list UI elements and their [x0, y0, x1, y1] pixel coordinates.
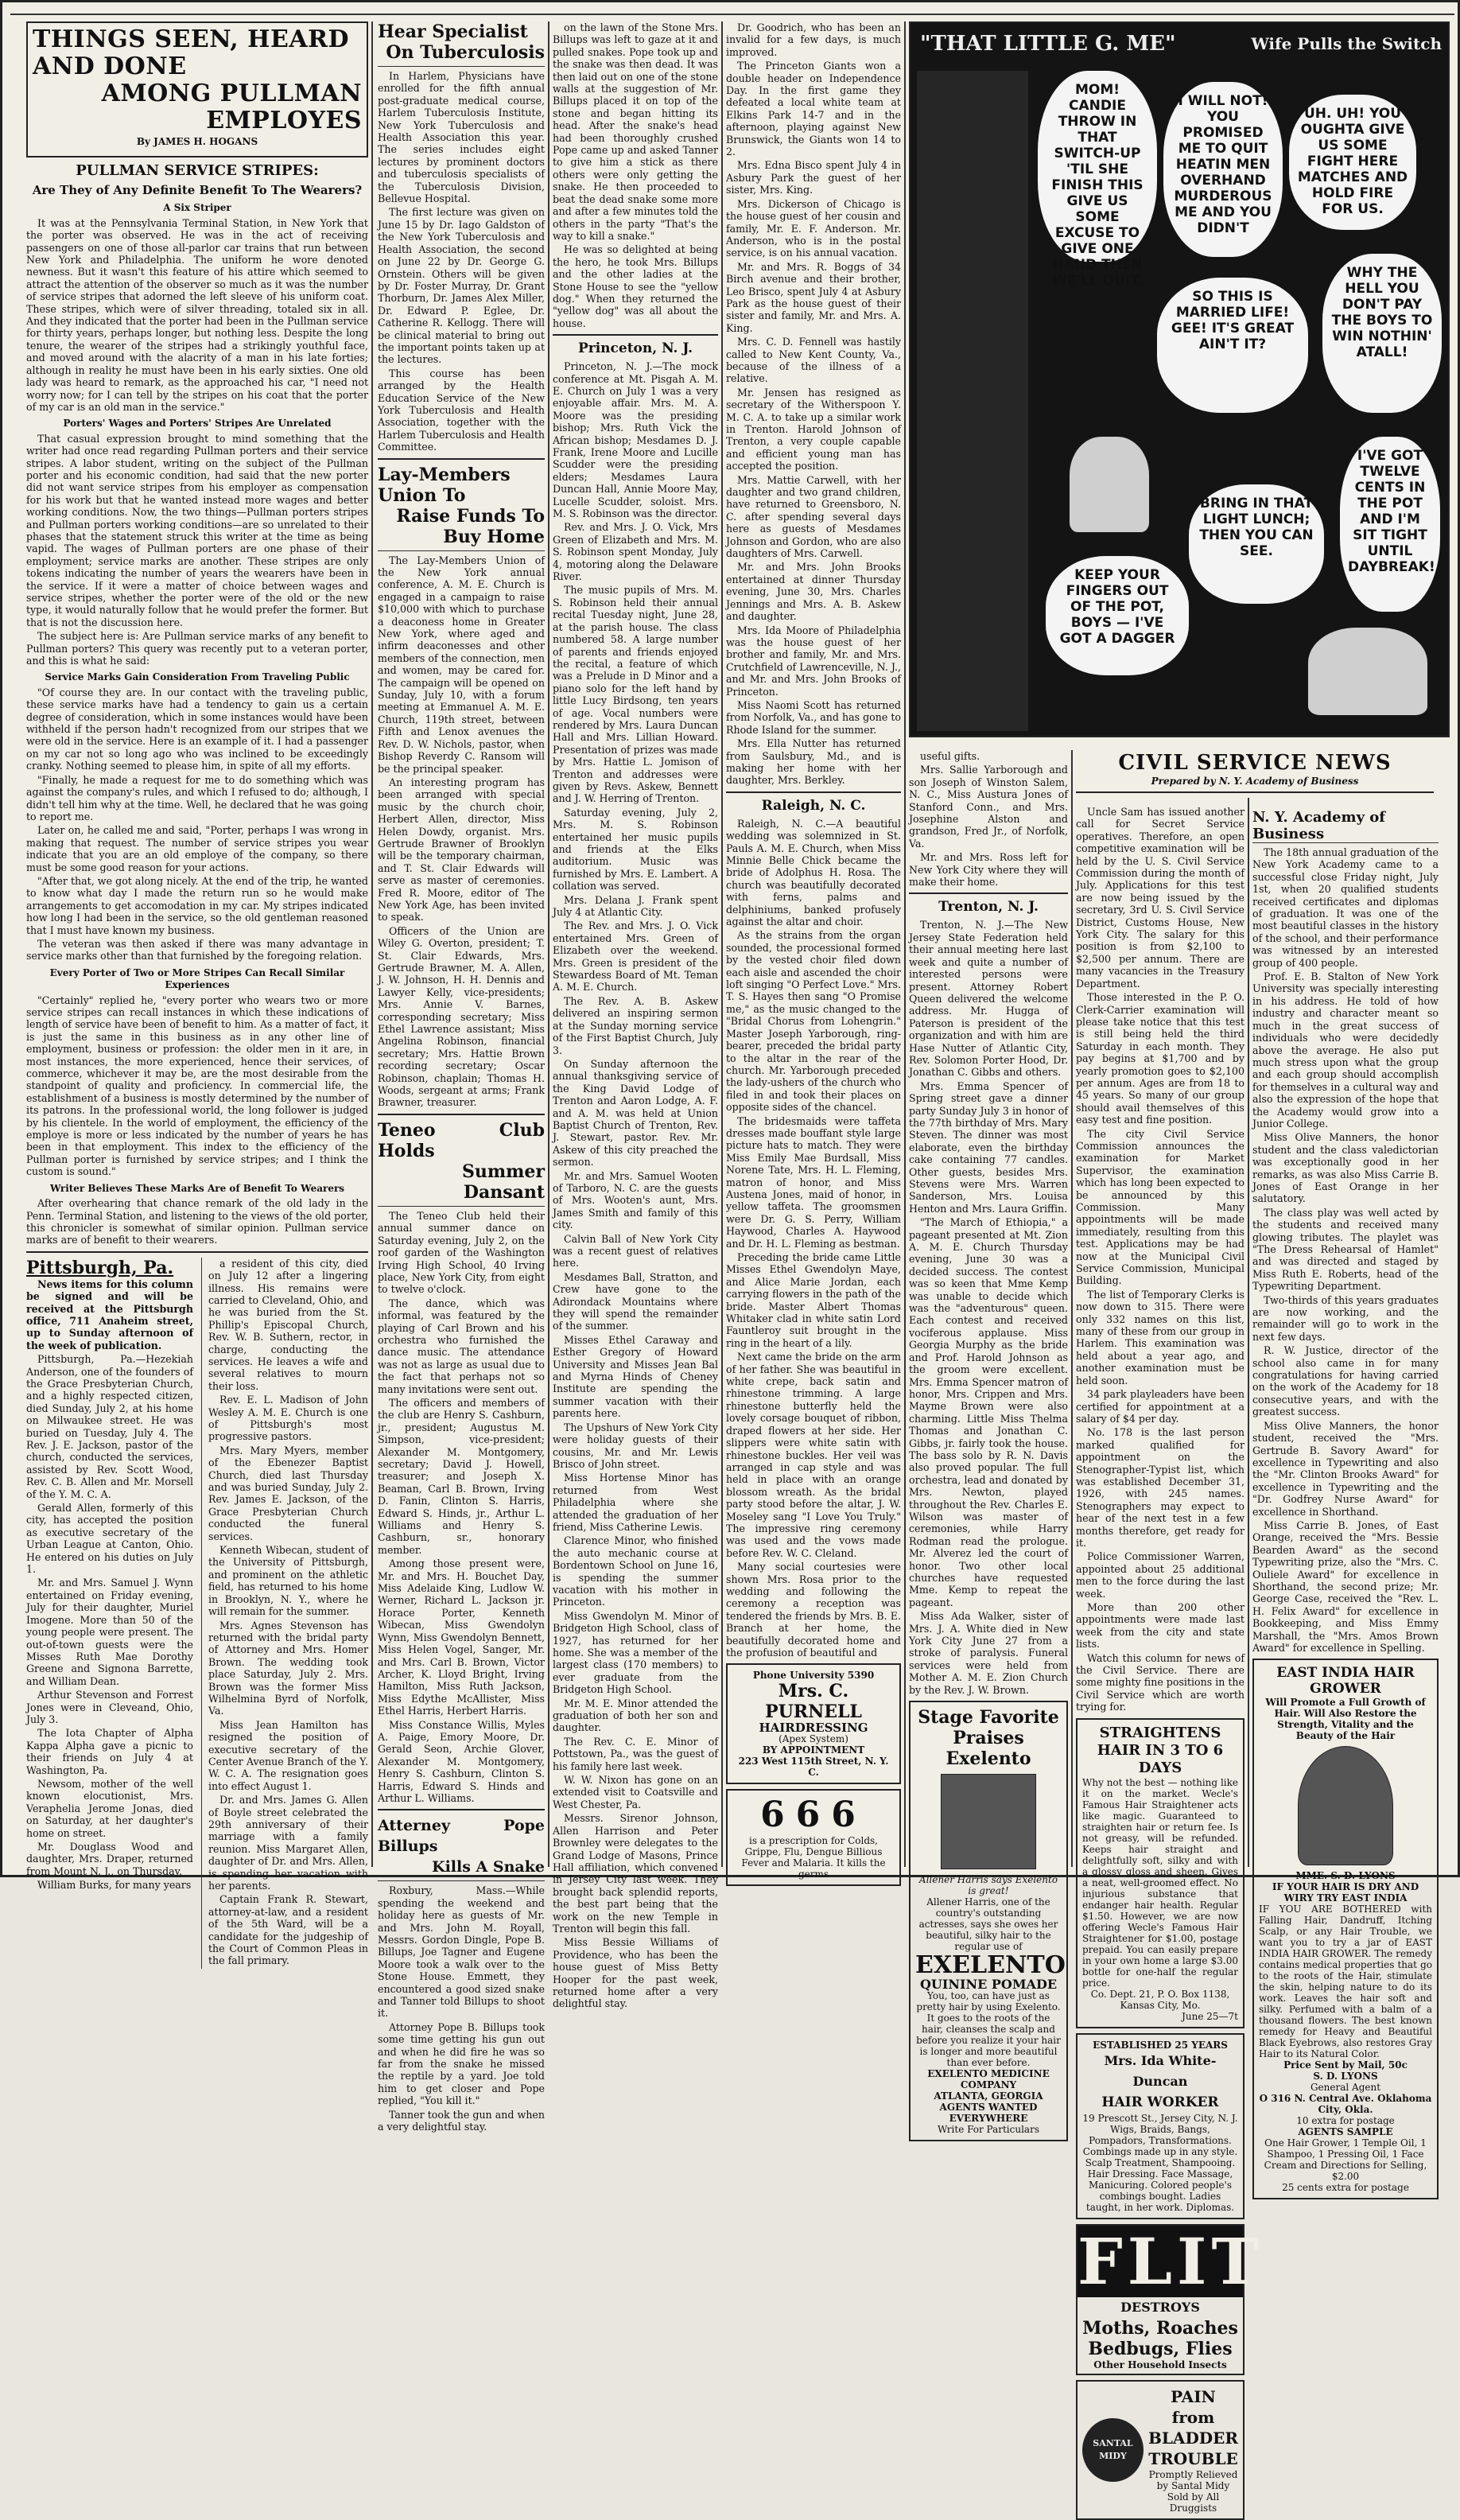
divider — [378, 1206, 545, 1207]
ad-666-text: is a prescription for Colds, Grippe, Flu, Dengue Billious Fever and Malaria. It kills the germs — [741, 1835, 886, 1880]
pittsburgh-section — [26, 1258, 368, 1969]
column-rule — [1248, 798, 1249, 1867]
divider — [1076, 791, 1434, 793]
section-title: Raleigh, N. C. — [761, 797, 866, 814]
paragraph: The Rev. A. B. Askew delivered an inspiring sermon at the Sunday morning service of the First Baptist Church, July 3. — [553, 994, 718, 1056]
article-headline: Hear Specialist — [378, 21, 528, 42]
divider — [378, 458, 545, 460]
paragraph: Mrs. Dickerson of Chicago is the house guest of her cousin and family, Mr. E. F. Anderson. Mr. Anderson, who is in the postal service, is on his annual vacation. — [726, 197, 901, 259]
paragraph: It was at the Pennsylvania Terminal Station, in New York that the porter was observed. He was in the act of receiving passengers on one of those all-parlor car trains that run between New York and Philadelphia. The uniform he wore denoted newness. But it wasn't this feature of his attire which seemed to attract the attention of the observer so much as it was the number of service stripes that adorned the left sleeve of his uniform coat. These stripes, which were of silver threading, totaled six in all. And they indicated that the porter had been in the Pullman service for thirty years, perhaps longer, but nothing less. Despite the long tenure, the wearer of the stripes had a strikingly youthful face, and moved around with the alacrity of a man in his late forties; although in reality he must have been in his early sixties. One old lady was heard to remark, as the approached his car, "I need not worry now; for I can tell by the stripes on his coat that the porter of my car is an old man in the service." — [26, 216, 368, 413]
divider — [378, 66, 545, 67]
paragraph: Mrs. Mary Myers, member of the Ebenezer Baptist Church, died last Thursday and was buried Sunday, July 2. Rev. James E. Jackson, of the Grace Presbyterian Church conducted the funeral services. — [208, 1444, 368, 1542]
santal-seal-icon: SANTAL MIDY — [1082, 2418, 1144, 2482]
article-headline: Atterney Pope Billups — [378, 1817, 545, 1856]
ad-trade: HAIR WORKER — [1101, 2094, 1219, 2110]
paragraph: "After that, we got along nicely. At the end of the trip, he wanted to know what day I made the return run so he would make arrangements to get accomodation in my car. My stripes indicated how long I had been in the service, so the old gentleman reasoned that I must have known my business. — [26, 874, 368, 936]
ad-write: Write For Particulars — [938, 2124, 1039, 2136]
section-title: Princeton, N. J. — [577, 340, 693, 357]
hair-straightener-ad — [1076, 1718, 1244, 2028]
ad-agents: AGENTS SAMPLE — [1298, 2126, 1393, 2138]
ad-brand: EXELENTO — [915, 1951, 1066, 1980]
divider — [553, 334, 718, 336]
paragraph: The bridesmaids were taffeta dresses made bouffant style large picture hats to match. They were Miss Emily Mae Burdsall, Miss Norene Tate, Mrs. H. L. Fleming, matron of honor, and Miss Austena Jones, maid of honor, in yellow taffeta. The groomsmen were Dr. G. S. Perry, William Haywood, Charles A. Haywood and Dr. H. L. Fleming as bestman. — [726, 1114, 901, 1250]
paragraph: Rev. and Mrs. J. O. Vick, Mrs Green of Elizabeth and Mrs. M. S. Robinson spent Monday, July 4, motoring along the Delaware River. — [553, 521, 718, 583]
headline-line-2: AMONG PULLMAN EMPLOYES — [101, 80, 362, 134]
paragraph: After overhearing that chance remark of the old lady in the Penn. Terminal Station, and listening to the views of the old porter, this chronicler is somewhat of similar opinion. Pullman service marks are of benefit to their wearers. — [26, 1197, 368, 1246]
paragraph: Dr. Goodrich, who has been an invalid for a few days, is much improved. — [726, 21, 901, 58]
paragraph: Calvin Ball of New York City was a recent guest of relatives here. — [553, 1232, 718, 1270]
article-headline: Kills A Snake — [432, 1858, 545, 1876]
ad-body: Why not the best — nothing like it on the market. Wecle's Famous Hair Straightener acts like magic. Guaranteed to straighten hair or return fee. Is not greasy, will be refunded. Keeps hair straight and delightfully soft, silky and with a glossy gloss and sheen. Gives a neat, well-groomed effect. No injurious substance that endanger hair health. Regular $1.50. However, we are now offering Wecle's Famous Hair Straightener for $1.00, postage prepaid. You can easily prepare in your own home a large $3.00 bottle for one-half the regular price. — [1082, 1776, 1238, 1989]
paragraph: Mrs. C. D. Fennell was hastily called to New Kent County, Va., because of the illness of a relative. — [726, 336, 901, 385]
divider — [378, 1114, 545, 1115]
paragraph: The veteran was then asked if there was many advantage in service marks other than that furnished by the foregoing relation. — [26, 937, 368, 962]
divider — [378, 1809, 545, 1810]
paragraph: Newsom, mother of the well known elocutionist, Mrs. Veraphelia Jerome Jonas, died on Saturday, at her daughter's home on street. — [26, 1777, 193, 1839]
paragraph: Many social courtesies were shown Mrs. Rosa prior to the wedding and following the ceremony a reception was tendered the friends by Mrs. B. E. Branch at her home, the beautifully decorated home and the profusion of beautiful and — [726, 1561, 901, 1659]
comic-title-bar — [920, 29, 1442, 61]
paragraph: The subject here is: Are Pullman service marks of any benefit to Pullman porters? This query was recently put to a veteran porter, and this is what he said: — [26, 630, 368, 667]
headline-box — [26, 21, 368, 158]
paragraph: Miss Gwendolyn M. Minor of Bridgeton High School, class of 1927, has returned for her home. She was a member of the largest class (170 members) to ever graduate from the Bridgeton High School. — [553, 1609, 718, 1696]
paragraph: Mr. and Mrs. Samuel Wooten of Tarboro, N. C. are the guests of Mrs. Wooten's aunt, Mrs. James Smith and family of this city. — [553, 1169, 718, 1231]
subhead: Are They of Any Definite Benefit To The Wearers? — [32, 183, 363, 198]
section-heading: A Six Striper — [163, 202, 231, 214]
ad-name: Mrs. C. PURNELL — [765, 1681, 862, 1723]
paragraph: Mr. Douglass Wood and daughter, Mrs. Draper, returned from Mount N. J., on Thursday. — [26, 1841, 193, 1877]
ad-address: Co. Dept. 21, P. O. Box 1138, Kansas City, Mo. — [1090, 1988, 1230, 2011]
paragraph: Two-thirds of this years graduates are now working, and the remainder will go to work in the next few days. — [1252, 1293, 1439, 1343]
paragraph: Next came the bride on the arm of her father. She was beautiful in white crepe, back satin and rhinestone trimming. A large rhinestone butterfly held the lovely corsage bouquet of ribbon, draped flowers at her side. Her slippers were white satin with rhinestone buckles. Her veil was arranged in cap style and was held in place with an orange blossom wreath. As the bridal party stood before the altar, J. W. Moseley sang "I Love You Truly." The impressive ring ceremony was used and the vows made before Rev. W. C. Cleland. — [726, 1351, 901, 1559]
paragraph: The Upshurs of New York City were holiday guests of their cousins, Mr. and Mr. Lewis Brisco of John street. — [553, 1421, 718, 1470]
paragraph: Later on, he called me and said, "Porter, perhaps I was wrong in making that request. The number of service stripes you wear indicate that you are an old employe of the company, so there must be some good reason for your actions. — [26, 824, 368, 873]
paragraph: Kenneth Wibecan, student of the University of Pittsburgh, and prominent on the athletic field, has returned to his home in Brooklyn, N. Y., where he will remain for the summer. — [208, 1544, 368, 1618]
paragraph: Mrs. Ella Nutter has returned from Saulsbury, Md., and is making her home with her daughter, Mrs. Berkley. — [726, 737, 901, 787]
paragraph: "Of course they are. In our contact with the traveling public, these service marks have had a tendency to gain us a certain degree of consideration, which in some instances would have been withheld if the person hadn't recognized from our stripes that we were old in the service. Here is an example of it. I had a passenger on my car not so long ago who was inclined to be exceedingly cranky. Nothing seemed to please him, in spite of all my efforts. — [26, 686, 368, 772]
paragraph: Mr. Jensen has resigned as secretary of the Witherspoon Y. M. C. A. to take up a similar work in Trenton. Harold Johnson of Trenton, a very couple capable and efficient young man has accepted the position. — [726, 386, 901, 472]
paragraph: Mr. and Mrs. R. Boggs of 34 Birch avenue and their brother, Leo Brisco, spent July 4 at Asbury Park as the house guest of their sister and family, Mr. and Mrs. A. King. — [726, 260, 901, 334]
article-headline: Teneo Club Holds — [378, 1119, 545, 1161]
ad-sub: Will Promote a Full Growth of Hair. Will Also Restore the Strength, Vitality and the Beauty of the Hair — [1265, 1697, 1426, 1742]
ad-system: (Apex System) — [779, 1733, 848, 1745]
cartoon-figure — [1308, 628, 1427, 715]
paragraph: Watch this column for news of the Civil Service. There are some mighty fine positions in the Civil Service which are worth trying for. — [1076, 1651, 1244, 1713]
ad-line: Other Household Insects — [1093, 2359, 1227, 2370]
paragraph: The city Civil Service Commission announces the examination for Market Supervisor, the examination which has long been expected to be announced by this Commission. Many appointments will be made immediately, resulting from this test. Applications may be had now at the Municipal Civil Service Commission, Municipal Building. — [1076, 1127, 1244, 1287]
paragraph: Mrs. Delana J. Frank spent July 4 at Atlantic City. — [553, 893, 718, 919]
section-heading: Service Marks Gain Consideration From Traveling Public — [45, 671, 350, 683]
paragraph: Mr. and Mrs. Ross left for New York City where they will make their home. — [909, 851, 1068, 889]
column-rule — [721, 21, 723, 1867]
paragraph: Pittsburgh, Pa.—Hezekiah Anderson, one of the founders of the Grace Presbyterian Church, and a highly respected citizen, died Sunday, July 2, at his home on Milwaukee street. He was buried on Tuesday, July 4. The Rev. J. E. Jackson, pastor of the church, conducted the services, assisted by Rev. Scott Wood, Rev. C. B. Allen and Mr. Morsell of the Y. M. C. A. — [26, 1353, 193, 1500]
paragraph: a resident of this city, died on July 12 after a lingering illness. His remains were carried to Cleveland, Ohio, and he was buried from the St. Phillip's Episcopal Church, Rev. W. B. Suthern, rector, in charge, conducting the services. He leaves a wife and several relatives to mourn their loss. — [208, 1257, 368, 1392]
paragraph: No. 178 is the last person marked qualified for appointment on the Stenographer-Typist list, which was established December 31, 1926, with 245 names. Stenographers may expect to hear of the next test in a few months therefore, get ready for it. — [1076, 1426, 1244, 1549]
cartoon-figure — [1070, 437, 1149, 532]
speech-bubble: I WILL NOT! YOU PROMISED ME TO QUIT HEATIN MEN OVERHAND MURDEROUS ME AND YOU DIDN'T — [1163, 82, 1283, 257]
ad-body: 19 Prescott St., Jersey City, N. J. Wigs, Braids, Bangs, Pompadors, Transformations. Combings made up in any style. Scalp Treatment, Shampooing. Hair Dressing. Face Massage, Manicuring. Colored people's combings bought. Ladies taught, in her work. Diplomas. — [1082, 2112, 1238, 2213]
ad-headline: EAST INDIA HAIR GROWER — [1276, 1665, 1415, 1698]
ad-headline: Praises Exelento — [946, 1728, 1031, 1770]
column-rule — [548, 21, 549, 1867]
comic-strip — [909, 21, 1450, 737]
comic-subtitle: Wife Pulls the Switch — [1251, 34, 1442, 53]
paragraph: Officers of the Union are Wiley G. Overton, president; T. St. Clair Edwards, Mrs. Gertrude Brawner, M. A. Allen, J. W. Johnson, H. H. Dennis and Lawyer Kelly, vice-presidents; Mrs. Annie V. Barnes, corresponding secretary; Miss Ethel Lawrence assistant; Miss Angelina Robinson, financial secretary; Mrs. Hattie Brown recording secretary; Oscar Robinson, chaplain; Thomas H. Woods, sergeant at arms; Frank Brawner, treasurer. — [378, 924, 545, 1109]
paragraph: Raleigh, N. C.—A beautiful wedding was solemnized in St. Pauls A. M. E. Church, when Miss Minnie Belle Chick became the bride of Adolphus H. Rosa. The church was beautifully decorated with ferns, palms and delphiniums, banked profusely against the altar and choir. — [726, 817, 901, 928]
byline: By JAMES H. HOGANS — [136, 136, 258, 147]
paragraph: William Burks, for many years — [37, 1879, 192, 1892]
paragraph: R. W. Justice, director of the school also came in for many congratulations for having carried on the work of the Academy for 18 consecutive years, and with the greatest success. — [1252, 1344, 1439, 1418]
ad-line: Sold by All Druggists — [1167, 2491, 1220, 2514]
paragraph: The dance, which was informal, was featured by the playing of Carl Brown and his orchestra who furnished the dance music. The attendance was not as large as usual due to the fact that perhaps not so many invitations were sent out. — [378, 1297, 545, 1395]
paragraph: "The March of Ethiopia," a pageant presented at Mt. Zion A. M. E. Church Thursday evening, June 30 was a decided success. The contest was so keen that Mme Kemp was unable to decide which was the "adventurous" queen. Each contest and received vociferous applause. Miss Georgia Murphy as the bride and Prof. Harold Johnson as the groom were excellent. Mrs. Emma Spencer matron of honor, Mrs. Crippen and Mrs. Mayme Brown were also charming. Little Miss Thelma Thomas and Jonathan C. Gibbs, jr. fairly took the house. The bass solo by R. N. Davis also proved popular. The full orchestra, lead and donated by Mrs. Newton, played throughout the Rev. Charles E. Wilson was master of ceremonies, while Harry Rodman read the prologue. Mr. Alverez led the court of honor. Two other local churches have requested Mme. Kemp to repeat the pageant. — [909, 1216, 1068, 1608]
paragraph: Miss Olive Manners, the honor student, received the "Mrs. Gertrude B. Savory Award" for excellence in Typewriting and also the "Mr. Clinton Brooks Award" for excellence in Typewriting and the "Dr. Godfrey Nurse Award" for excellence in Shorthand. — [1252, 1419, 1439, 1518]
paragraph: Roxbury, Mass.—While spending the weekend and holiday here as guests of Mr. and Mrs. John M. Royall, Messrs. Gordon Dingle, Pope B. Billups, Joe Tagner and Eugene Moore took a walk over to the Stone House. Emmett, they encountered a good sized snake and Tanner told Billups to shoot it. — [378, 1884, 545, 2020]
paragraph: The class play was well acted by the students and received many glowing tributes. The playlet was "The Dress Rehearsal of Hamlet" and was directed and staged by Miss Ruth E. Roberts, head of the Typewriting Department. — [1252, 1206, 1439, 1293]
ad-phone: Phone University 5390 — [752, 1670, 875, 1682]
divider — [909, 892, 1068, 894]
comic-panels — [1038, 71, 1443, 731]
speech-bubble: UH. UH! YOU OUGHTA GIVE US SOME FIGHT HERE MATCHES AND HOLD FIRE FOR US. — [1289, 95, 1416, 230]
speech-bubble: KEEP YOUR FINGERS OUT OF THE POT, BOYS — I'VE GOT A DAGGER — [1046, 556, 1189, 675]
paragraph: on the lawn of the Stone Mrs. Billups was left to gaze at it and pulled snakes. Pope took up and the snake was then dead. It was then laid out on one of the stone walls at the suggestion of Mr. Billups placed it on top of the stone and began hitting its head. After the snake's head had been thoroughly crushed Pope came up and asked Tanner to give him a stick as there others were only getting the snake. He then proceeded to beat the dead snake some more and after a few minutes told the others in the party "That's the way to kill a snake." — [553, 21, 718, 242]
column-3 — [553, 21, 718, 2010]
ad-postage: 10 extra for postage — [1296, 2115, 1395, 2127]
paragraph: Mrs. Mattie Carwell, with her daughter and two grand children, have returned to Greensboro, N. C. after spending several days here as guests of Mesdames Johnson and Gordon, who are also daughters of Mrs. Carwell. — [726, 473, 901, 560]
ad-title: General Agent — [1310, 2082, 1381, 2094]
paragraph: Miss Carrie B. Jones, of East Orange, received the "Mrs. Bessie Bearden Award" as the second Typewriting prize, also the "Mrs. C. Ouliele Award" for excellence in Shorthand, the second prize; Mr. George Case, received the "Rev. L. H. Felix Award" for excellence in Bookkeeping, and Miss Emmy Marshall, the "Mrs. Amos Brown Award" for excellence in Spelling. — [1252, 1519, 1439, 1654]
ad-line: BLADDER — [1147, 2428, 1238, 2448]
paragraph: The Iota Chapter of Alpha Kappa Alpha gave a picnic to their friends on July 4 at Washington, Pa. — [26, 1727, 193, 1776]
section-title: Trenton, N. J. — [938, 899, 1039, 916]
paragraph: Princeton, N. J.—The mock conference at Mt. Pisgah A. M. E. Church on July 1 was a very enjoyable affair. Mrs. M. A. Moore was the presiding bishop; Mrs. Ruth Vick the African bishop; Mesdames D. J. Frank, Irene Moore and Lucille Scudder were the presiding elders; Mesdames Laura Duncan Hall, Annie Moore May, Lucelle Scudder, soloist. Mrs. M. S. Robinson was the director. — [553, 360, 718, 520]
column-4 — [726, 21, 901, 1880]
ad-line: Promptly Relieved by Santal Midy — [1148, 2468, 1238, 2491]
paragraph: The 18th annual graduation of the New York Academy came to a successful close Friday night, July 1st, when 20 qualified students received certificates and diplomas of graduation. It was one of the most beautiful classes in the history of the school, and their performance was witnessed by an interested group of 400 people. — [1252, 846, 1439, 969]
column-2 — [378, 21, 545, 2133]
civil-service-title: CIVIL SERVICE NEWS — [1118, 751, 1392, 775]
paragraph: Trenton, N. J.—The New Jersey State Federation held their annual meeting here last week and quite a number of interested persons were present. Attorney Robert Queen delivered the welcome address. Mr. Hugga of Paterson is president of the organization and with him are Hase Nutter of Atlantic City, Rev. Solomon Porter Hood, Dr. Jonathan C. Gibbs and others. — [909, 919, 1068, 1079]
divider — [26, 1251, 368, 1253]
paragraph: The Rev. and Mrs. J. O. Vick entertained Mrs. Green of Elizabeth over the weekend. Mrs. Green is president of the Stewardess Board of Mt. Teman A. M. E. Church. — [553, 920, 718, 994]
paragraph: Police Commissioner Warren, appointed about 25 additional men to the force during the last week. — [1076, 1550, 1244, 1600]
section-title: N. Y. Academy of Business — [1252, 809, 1439, 843]
article-headline: Lay-Members Union To — [378, 464, 511, 506]
paragraph: Mrs. Agnes Stevenson has returned with the bridal party of Attorney and Mrs. Homer Brown. The wedding took place Saturday, July 2. Mrs. Brown was the former Miss Wilhelmina Byrd of Norfolk, Va. — [208, 1619, 368, 1717]
paragraph: Mr. M. E. Minor attended the graduation of both her son and daughter. — [553, 1697, 718, 1734]
paragraph: The Lay-Members Union of the New York annual conference, A. M. E. Church is engaged in a campaign to raise $10,000 with which to purchase a deaconess home in Greater New York, where aged and infirm deaconesses and other members of the connection, men and women, may be cared for. The campaign will be opened on Sunday, July 10, with a forum meeting at Emmanuel A. M. E. Church, 119th street, between Fifth and Lenox avenues the Rev. D. W. Nichols, pastor, when Bishop Reverdy C. Ransom will be the principal speaker. — [378, 554, 545, 775]
ad-product: QUININE POMADE — [919, 1977, 1058, 1993]
ad-question: IF YOUR HAIR IS DRY AND WIRY TRY EAST INDIA — [1272, 1881, 1419, 1904]
column-5 — [909, 750, 1068, 2136]
ad-line: Moths, Roaches — [1082, 2317, 1238, 2339]
paragraph: On Sunday afternoon the annual thanksgiving service of the King David Lodge of Trenton and Aaron Lodge, A. F. and A. M. was held at Union Baptist Church of Trenton, Rev. J. Stewart, pastor. Rev. Mr. Askew of this city preached the sermon. — [553, 1057, 718, 1169]
ad-date: June 25—7t — [1182, 2010, 1238, 2022]
ad-line: Bedbugs, Flies — [1088, 2338, 1233, 2359]
paragraph: Attorney Pope B. Billups took some time getting his gun out and when he did fire he was so far from the snake he missed the reptile by a yard. Joe told him to get closer and Pope replied, "You kill it." — [378, 2020, 545, 2107]
headline-line-1: THINGS SEEN, HEARD AND DONE — [33, 25, 350, 80]
article-headline: Summer Dansant — [461, 1161, 545, 1203]
ad-agents: AGENTS WANTED EVERYWHERE — [939, 2102, 1038, 2125]
ad-address: 223 West 115th Street, N. Y. C. — [738, 1756, 889, 1779]
flit-logo: FLIT — [1078, 2223, 1264, 2299]
ad-caption: MME. S. D. LYONS — [1295, 1870, 1396, 1882]
column-rule — [371, 21, 373, 1867]
paragraph: Mr. and Mrs. John Brooks entertained at dinner Thursday evening, June 30, Mrs. Charles Jennings and Mrs. A. B. Askew and daughter. — [726, 561, 901, 623]
santal-text — [1148, 2386, 1238, 2514]
actress-photo — [941, 1774, 1036, 1869]
subhead: PULLMAN SERVICE STRIPES: — [76, 162, 319, 180]
paragraph: News items for this column be signed and will be received at the Pittsburgh office, 711 Anaheim street, up to Sunday afternoon of the week of publication. — [26, 1278, 193, 1351]
paragraph: The list of Temporary Clerks is now down to 315. There were only 332 names on this list, many of these from our group in Harlem. This examination was held about a year ago, and another examination must be held soon. — [1076, 1288, 1244, 1386]
ad-city: ATLANTA, GEORGIA — [934, 2090, 1043, 2102]
paragraph: Gerald Allen, formerly of this city, has accepted the position as executive secretary of the Urban League at Canton, Ohio. He entered on his duties on July 1. — [26, 1502, 193, 1576]
paragraph: He was so delighted at being the hero, he took Mrs. Billups and the other ladies at the Stone House to see the "yellow dog." When they returned the "yellow dog" was all about the house. — [553, 243, 718, 329]
ad-headline: Stage Favorite — [918, 1707, 1059, 1729]
divider — [378, 550, 545, 551]
pittsburgh-col-b — [201, 1258, 368, 1969]
hair-worker-ad — [1076, 2033, 1244, 2219]
ad-postage: 25 cents extra for postage — [1282, 2182, 1409, 2194]
paragraph: useful gifts. — [920, 750, 980, 762]
santal-midy-ad — [1076, 2380, 1244, 2520]
comic-title: "THAT LITTLE G. ME" — [920, 32, 1176, 56]
paragraph: "Certainly" replied he, "every porter who wears two or more service stripes can recall instances in which these indications of length of service have been of benefit to him. As a matter of fact, it is just the same in this business as in any other line of employment, business or profession: the older men in it are, in most instances, the more experienced, hence their services, of commerce, whichever it may be, are the most desirable from the standpoint of quality and proficiency. In commercial life, the establishment of a business is mostly determined by the number of its patrons. In the professional world, the long follower is judged by his clientele. In the world of employment, the efficiency of the employe is more or less indicated by the number of years he has been in that employment. This index to the efficiency of the Pullman porter is furnished by service stripes; and I think the custom is sound." — [26, 994, 368, 1178]
paragraph: An interesting program has been arranged with special music by the church choir, Herbert Allen, director, Miss Helen Dowdy, organist. Mrs. Gertrude Brawner of Brooklyn will be the temporary chairman, and T. St. Clair Edwards will serve as master of ceremonies. Fred R. Moore, editor of The New York Age, has been invited to speak. — [378, 776, 545, 924]
paragraph: Miss Naomi Scott has returned from Norfolk, Va., and has gone to Rhode Island for the summer. — [726, 698, 901, 736]
paragraph: Saturday evening, July 2, Mrs. M. S. Robinson entertained her music pupils and friends at the Elks auditorium. Music was furnished by Mrs. E. Lambert. A collation was served. — [553, 806, 718, 892]
paragraph: Mrs. Sallie Yarborough and son Joseph of Winston Salem, N. C., Miss Austura Jones of Stanford Conn., and Mrs. Josephine Alston and grandson, Fred Jr., of Norfolk, Va. — [909, 764, 1068, 850]
paragraph: Mesdames Ball, Stratton, and Crew have gone to the Adirondack Mountains where they will spend the remainder of the summer. — [553, 1270, 718, 1332]
paragraph: Arthur Stevenson and Forrest Jones were in Cleveand, Ohio, July 3. — [26, 1689, 193, 1725]
divider — [378, 1880, 545, 1881]
paragraph: The Princeton Giants won a double header on Independence Day. In the first game they defeated a local white team at Elkins Park 14-7 and in the afternoon, playing against New Brunswick, the Giants won 14 to 2. — [726, 60, 901, 158]
paragraph: This course has been arranged by the Health Education Service of the New York Tuberculosis and Health Association, together with the Harlem Tuberculosis and Health Committee. — [378, 367, 545, 453]
article-headline: Raise Funds To Buy Home — [396, 505, 545, 547]
section-title: Pittsburgh, Pa. — [26, 1257, 174, 1278]
paragraph: The Rev. C. E. Minor of Pottstown, Pa., was the guest of his family here last week. — [553, 1735, 718, 1772]
ad-name: Mrs. Ida White-Duncan — [1104, 2052, 1217, 2089]
paragraph: That casual expression brought to mind something that the writer had once read regarding Pullman porters and their service stripes. A labor student, writing on the subject of the Pullman porter and his economic condition, had said that the new porter did not want service stripes from his employer as compensation for his work but that he wanted instead more wages and better working conditions. Now, the two things—Pullman porters stripes and Pullman porters working conditions—are so unrelated to their phases that the statement struck this writer at the time as being vapid. The wages of Pullman porters are one phase of their employment; service marks are another. These stripes are only tokens indicating the number of years the wearers have been in the service. If it were a matter of choice between wages and service stripes, whether the porter were of the old or the new type, it would naturally follow that he would prefer the former. But that is not the discussion here. — [26, 432, 368, 628]
paragraph: 34 park playleaders have been certified for appointment at a salary of $4 per day. — [1076, 1388, 1244, 1425]
speech-bubble: BRING IN THAT LIGHT LUNCH; THEN YOU CAN SEE. — [1189, 484, 1324, 604]
paragraph: W. W. Nixon has gone on an extended visit to Coatsville and West Chester, Pa. — [553, 1774, 718, 1810]
exelento-ad — [909, 1701, 1068, 2141]
paragraph: Rev. E. L. Madison of John Wesley A. M. E. Church is one of Pittsburgh's most progressive pastors. — [208, 1394, 368, 1443]
paragraph: Dr. and Mrs. James G. Allen of Boyle street celebrated the 29th anniversary of their marriage with a family reunion. Miss Margaret Allen, daughter of Dr. and Mrs. Allen, is spending her vacation with her parents. — [208, 1794, 368, 1892]
civil-service-header — [1076, 750, 1434, 798]
paragraph: More than 200 other appointments were made last week from the city and state lists. — [1076, 1601, 1244, 1651]
paragraph: Messrs. Sirenor Johnson, Allen Harrison and Peter Brownley were delegates to the Grand Lodge of Masons, Prince Hall affiliation, which convened in Jersey City last week. They brought back splendid reports, the best part being that the work on the new Temple in Trenton will begin this fall. — [553, 1812, 718, 1935]
paragraph: Mrs. Ida Moore of Philadelphia was the house guest of her brother and family, Mr. and Mrs. Crutchfield of Lawrenceville, N. J., and Mr. and Mrs. John Brooks of Princeton. — [726, 624, 901, 698]
paragraph: Clarence Minor, who finished the auto mechanic course at Bordentown School on June 16, is spending the summer vacation with his mother in Princeton. — [553, 1534, 718, 1608]
paragraph: In Harlem, Physicians have enrolled for the fifth annual post-graduate medical course, Harlem Tuberculosis Institute, New York Tuberculosis and Health Association this year. The series includes eight lectures by prominent doctors and tuberculosis specialists of the Tuberculosis Division, Bellevue Hospital. — [378, 70, 545, 205]
east-india-ad — [1252, 1659, 1439, 2199]
ad-agent: S. D. LYONS — [1313, 2071, 1378, 2082]
paragraph: Mr. and Mrs. Samuel J. Wynn entertained on Friday evening, July for their daughter, Muriel Imogene. More than 50 of the young people were present. The out-of-town guests were the Misses Ruth Mae Dorothy Greene and Signona Barrette, and William Dean. — [26, 1577, 193, 1687]
ad-sample: One Hair Grower, 1 Temple Oil, 1 Shampoo, 1 Pressing Oil, 1 Face Cream and Directions for Selling, $2.00 — [1264, 2137, 1427, 2183]
paragraph: Captain Frank R. Stewart, attorney-at-law, and a resident of the 5th Ward, will be a candidate for the judgeship of the Court of Common Pleas in the fall primary. — [208, 1893, 368, 1967]
speech-bubble: MOM! CANDIE THROW IN THAT SWITCH-UP 'TIL SHE FINISH THIS GIVE US SOME EXCUSE TO GIVE ONE HAND THEN WE'LL QUIT. — [1038, 71, 1157, 262]
paragraph: "Finally, he made a request for me to do something which was against the company's rules, and which I refused to do; although, I didn't tell him why at the time. Well, he declared that he was going to report me. — [26, 773, 368, 822]
ad-body: IF YOU ARE BOTHERED with Falling Hair, Dandruff, Itching Scalp, or any Hair Trouble, we want you to try a jar of EAST INDIA HAIR GROWER. The remedy contains medical properties that go to the roots of the Hair, stimulate the skin, helping nature to do its work. Leaves the hair soft and silky. Perfumed with a balm of a thousand flowers. The best known remedy for Heavy and Beautiful Black Eyebrows, also restores Gray Hair to its Natural Color. — [1259, 1904, 1432, 2060]
paragraph: Tanner took the gun and when a very delightful stay. — [378, 2108, 545, 2133]
column-6 — [1076, 806, 1264, 2514]
paragraph: Miss Jean Hamilton has resigned the position of executive secretary of the Center Avenue Branch of the Y. W. C. A. The resignation goes into effect August 1. — [208, 1718, 368, 1792]
paragraph: Miss Olive Manners, the honor student and the class valedictorian was exceptionally good in her remarks, as was also Miss Carrie B. Jones of East Orange in her salutatory. — [1252, 1131, 1439, 1205]
pittsburgh-col-a — [26, 1258, 193, 1969]
ad-price: Price Sent by Mail, 50c — [1283, 2059, 1408, 2071]
ad-est: ESTABLISHED 25 YEARS — [1093, 2039, 1228, 2051]
paragraph: Among those present were, Mr. and Mrs. H. Bouchet Day, Miss Adelaide King, Ludlow W. Werner, Richard L. Jackson jr. Horace Porter, Kenneth Wibecan, Miss Gwendolyn Wynn, Miss Gwendolyn Bennett, Miss Helen Vogel, Sanger, Mr. and Mrs. Carl B. Brown, Victor Archer, K. Lloyd Bright, Irving Hamilton, Miss Ruth Jackson, Miss Edythe McAllister, Miss Ethel Harris, Herbert Harris. — [378, 1558, 545, 1717]
paragraph: Prof. E. B. Stalton of New York University was specially interesting in his address. He told of how industry and character meant so much in the great success of individuals who were decidedly above the average. He also put much stress upon what the group and each group should accomplish for themselves in a cultural way and also the expression of the hope that the Academy would grow into a Junior College. — [1252, 970, 1439, 1130]
column-rule — [904, 21, 906, 1867]
column-pullman — [26, 21, 368, 1967]
portrait-photo — [1298, 1746, 1393, 1865]
paragraph: As the strains from the organ sounded, the processional formed by the vested choir filed down each aisle and ascended the choir loft singing "O Perfect Love." Mrs. T. S. Hayes then sang "O Promise me," as the music changed to the "Bridal Chorus from Lohengrin." Master Joseph Yarborough, ring-bearer, preceded the bridal party to the altar in the rear of the church. Mr. Yarborough preceded the lady-ushers of the church who filed in and took their places on opposite sides of the chancel. — [726, 929, 901, 1114]
ad-line: TROUBLE — [1148, 2448, 1238, 2468]
ad-trade: HAIRDRESSING — [759, 1721, 868, 1736]
ad-appt: BY APPOINTMENT — [762, 1744, 865, 1756]
ad-666 — [726, 1789, 901, 1886]
speech-bubble: WHY THE HELL YOU DON'T PAY THE BOYS TO WIN NOTHIN' ATALL! — [1322, 254, 1442, 413]
speech-bubble: I'VE GOT TWELVE CENTS IN THE POT AND I'M SIT TIGHT UNTIL DAYBREAK! — [1340, 437, 1440, 612]
masthead-rule — [10, 7, 1454, 15]
section-heading: Porters' Wages and Porters' Stripes Are Unrelated — [63, 418, 332, 430]
ad-caption: Allener Harris says Exelento is great! — [918, 1874, 1058, 1897]
ad-body: You, too, can have just as pretty hair by using Exelento. It goes to the roots of the hair, cleanses the scalp and before you realize it your hair is longer and more beautiful than ever before. — [916, 1990, 1061, 2069]
ad-headline: STRAIGHTENS HAIR IN 3 TO 6 DAYS — [1097, 1724, 1224, 1776]
section-heading: Every Porter of Two or More Stripes Can Recall Similar Experiences — [49, 966, 345, 991]
paragraph: Those interested in the P. O. Clerk-Carrier examination will please take notice that this test is still being held the third Saturday in each month. They pay begins at $1,700 and by yearly promotion goes to $2,100 per annum. Ages are from 18 to 45 years. So many of our group should avail themselves of this easy test and fine position. — [1076, 991, 1244, 1126]
comic-left-panel — [917, 71, 1028, 731]
ad-line: DESTROYS — [1120, 2299, 1200, 2315]
column-7 — [1252, 806, 1439, 2194]
ad-company: EXELENTO MEDICINE COMPANY — [927, 2068, 1050, 2091]
paragraph: Uncle Sam has issued another call for Secret Service operatives. Therefore, an open competitive examination will be held by the U. S. Civil Service Commission during the month of July. Applications for this test are now being issued by the secretary, 3rd U. S. Civil Service District, Customs House, New York City. The salary for this position is from $2,100 to $2,500 per annum. There are many vacancies in the Treasury Department. — [1076, 806, 1244, 990]
ad-text: Allener Harris, one of the country's outstanding actresses, says she owes her beautiful, silky hair to the regular use of — [918, 1896, 1058, 1953]
divider — [726, 791, 901, 793]
paragraph: The officers and members of the club are Henry S. Cashburn, jr., president; Augustus M. Simpson, vice-president; Alexander M. Montgomery, secretary; David J. Howell, treasurer; and Joseph X. Beaman, Carl B. Brown, Irving D. Fanin, Clinton S. Harris, Edward S. Hinds, jr., Arthur L. Williams and Henry S. Cashburn, sr., honorary member. — [378, 1396, 545, 1556]
paragraph: The Teneo Club held their annual summer dance on Saturday evening, July 2, on the roof garden of the Washington Irving High School, 40 Irving place, New York City, from eight to twelve o'clock. — [378, 1209, 545, 1296]
section-heading: Writer Believes These Marks Are of Benefit To Wearers — [49, 1182, 345, 1194]
ad-address: O 316 N. Central Ave. Oklahoma City, Okla. — [1259, 2093, 1432, 2116]
paragraph: Miss Constance Willis, Myles A. Paige, Emory Moore, Dr. Gerald Seon, Archie Glover, Alexander M. Montgomery, Henry S. Cashburn, Clinton S. Harris, Edward S. Hinds and Arthur L. Williams. — [378, 1718, 545, 1804]
paragraph: Miss Hortense Minor has returned from West Philadelphia where she attended the graduation of her friend, Miss Catherine Lewis. — [553, 1472, 718, 1533]
speech-bubble: SO THIS IS MARRIED LIFE! GEE! IT'S GREAT AIN'T IT? — [1157, 278, 1308, 413]
column-rule — [1071, 750, 1073, 1867]
paragraph: Miss Ada Walker, sister of Mrs. J. A. White died in New York City June 27 from a stroke of paralysis. Funeral services were held from Mother A. M. E. Zion Church by the Rev. J. W. Brown. — [909, 1610, 1068, 1696]
flit-ad — [1076, 2223, 1264, 2375]
paragraph: Mrs. Emma Spencer of Spring street gave a dinner party Sunday July 3 in honor of the 77th birthday of Mrs. Mary Steven. The dinner was most elaborate, even the birthday cake containing 77 candles. Other guests, besides Mrs. Stevens were Mrs. Warren Sanderson, Mrs. Louisa Henton and Mrs. Laura Griffin. — [909, 1079, 1068, 1215]
ad-666-title: 666 — [760, 1795, 867, 1836]
civil-service-sub: Prepared by N. Y. Academy of Business — [1151, 776, 1359, 787]
paragraph: Preceding the bride came Little Misses Ethel Gwendolyn Maye, and Alice Marie Jordan, each carrying flowers in the path of the bride. Master Albert Thomas Whitaker clad in white satin Lord Fauntleroy suit brought in the ring in the heart of a lily. — [726, 1251, 901, 1349]
article-headline: On Tuberculosis — [386, 42, 545, 63]
paragraph: Misses Ethel Caraway and Esther Gregory of Howard University and Misses Jean Bal and Myrna Hinds of Cheney Institute are spending the summer vacation with their parents here. — [553, 1333, 718, 1420]
paragraph: Miss Bessie Williams of Providence, who has been the house guest of Miss Betty Hooper for the past week, returned home after a very delightful stay. — [553, 1936, 718, 2010]
paragraph: Mrs. Edna Bisco spent July 4 in Asbury Park the guest of her sister, Mrs. King. — [726, 159, 901, 196]
paragraph: The music pupils of Mrs. M. S. Robinson held their annual recital Tuesday night, June 28, at the parish house. The class numbered 58. A large number of parents and friends enjoyed the recital, a feature of which was a Prelude in D Minor and a piano solo for the left hand by little Lucy Birdsong, ten years of age. Vocal numbers were rendered by Mrs. Laura Duncan Hall and Mrs. Lillian Howard. Presentation of prizes was made by Mrs. Hattie L. Jomison of Trenton and addresses were given by Revs. Askew, Bennett and J. W. Herring of Trenton. — [553, 584, 718, 805]
ad-line: PAIN from — [1171, 2386, 1216, 2427]
purnell-ad — [726, 1663, 901, 1784]
paragraph: The first lecture was given on June 15 by Dr. Iago Galdston of the New York Tuberculosis and Health Association, the second on June 22 by Dr. George G. Ornstein. Others will be given by Dr. Foster Murray, Dr. Grant Thorburn, Dr. James Alex Miller, Dr. Edward P. Eglee, Dr. Catherine R. Kellogg. There will be clinical material to bring out the important points taken up at the lectures. — [378, 206, 545, 366]
